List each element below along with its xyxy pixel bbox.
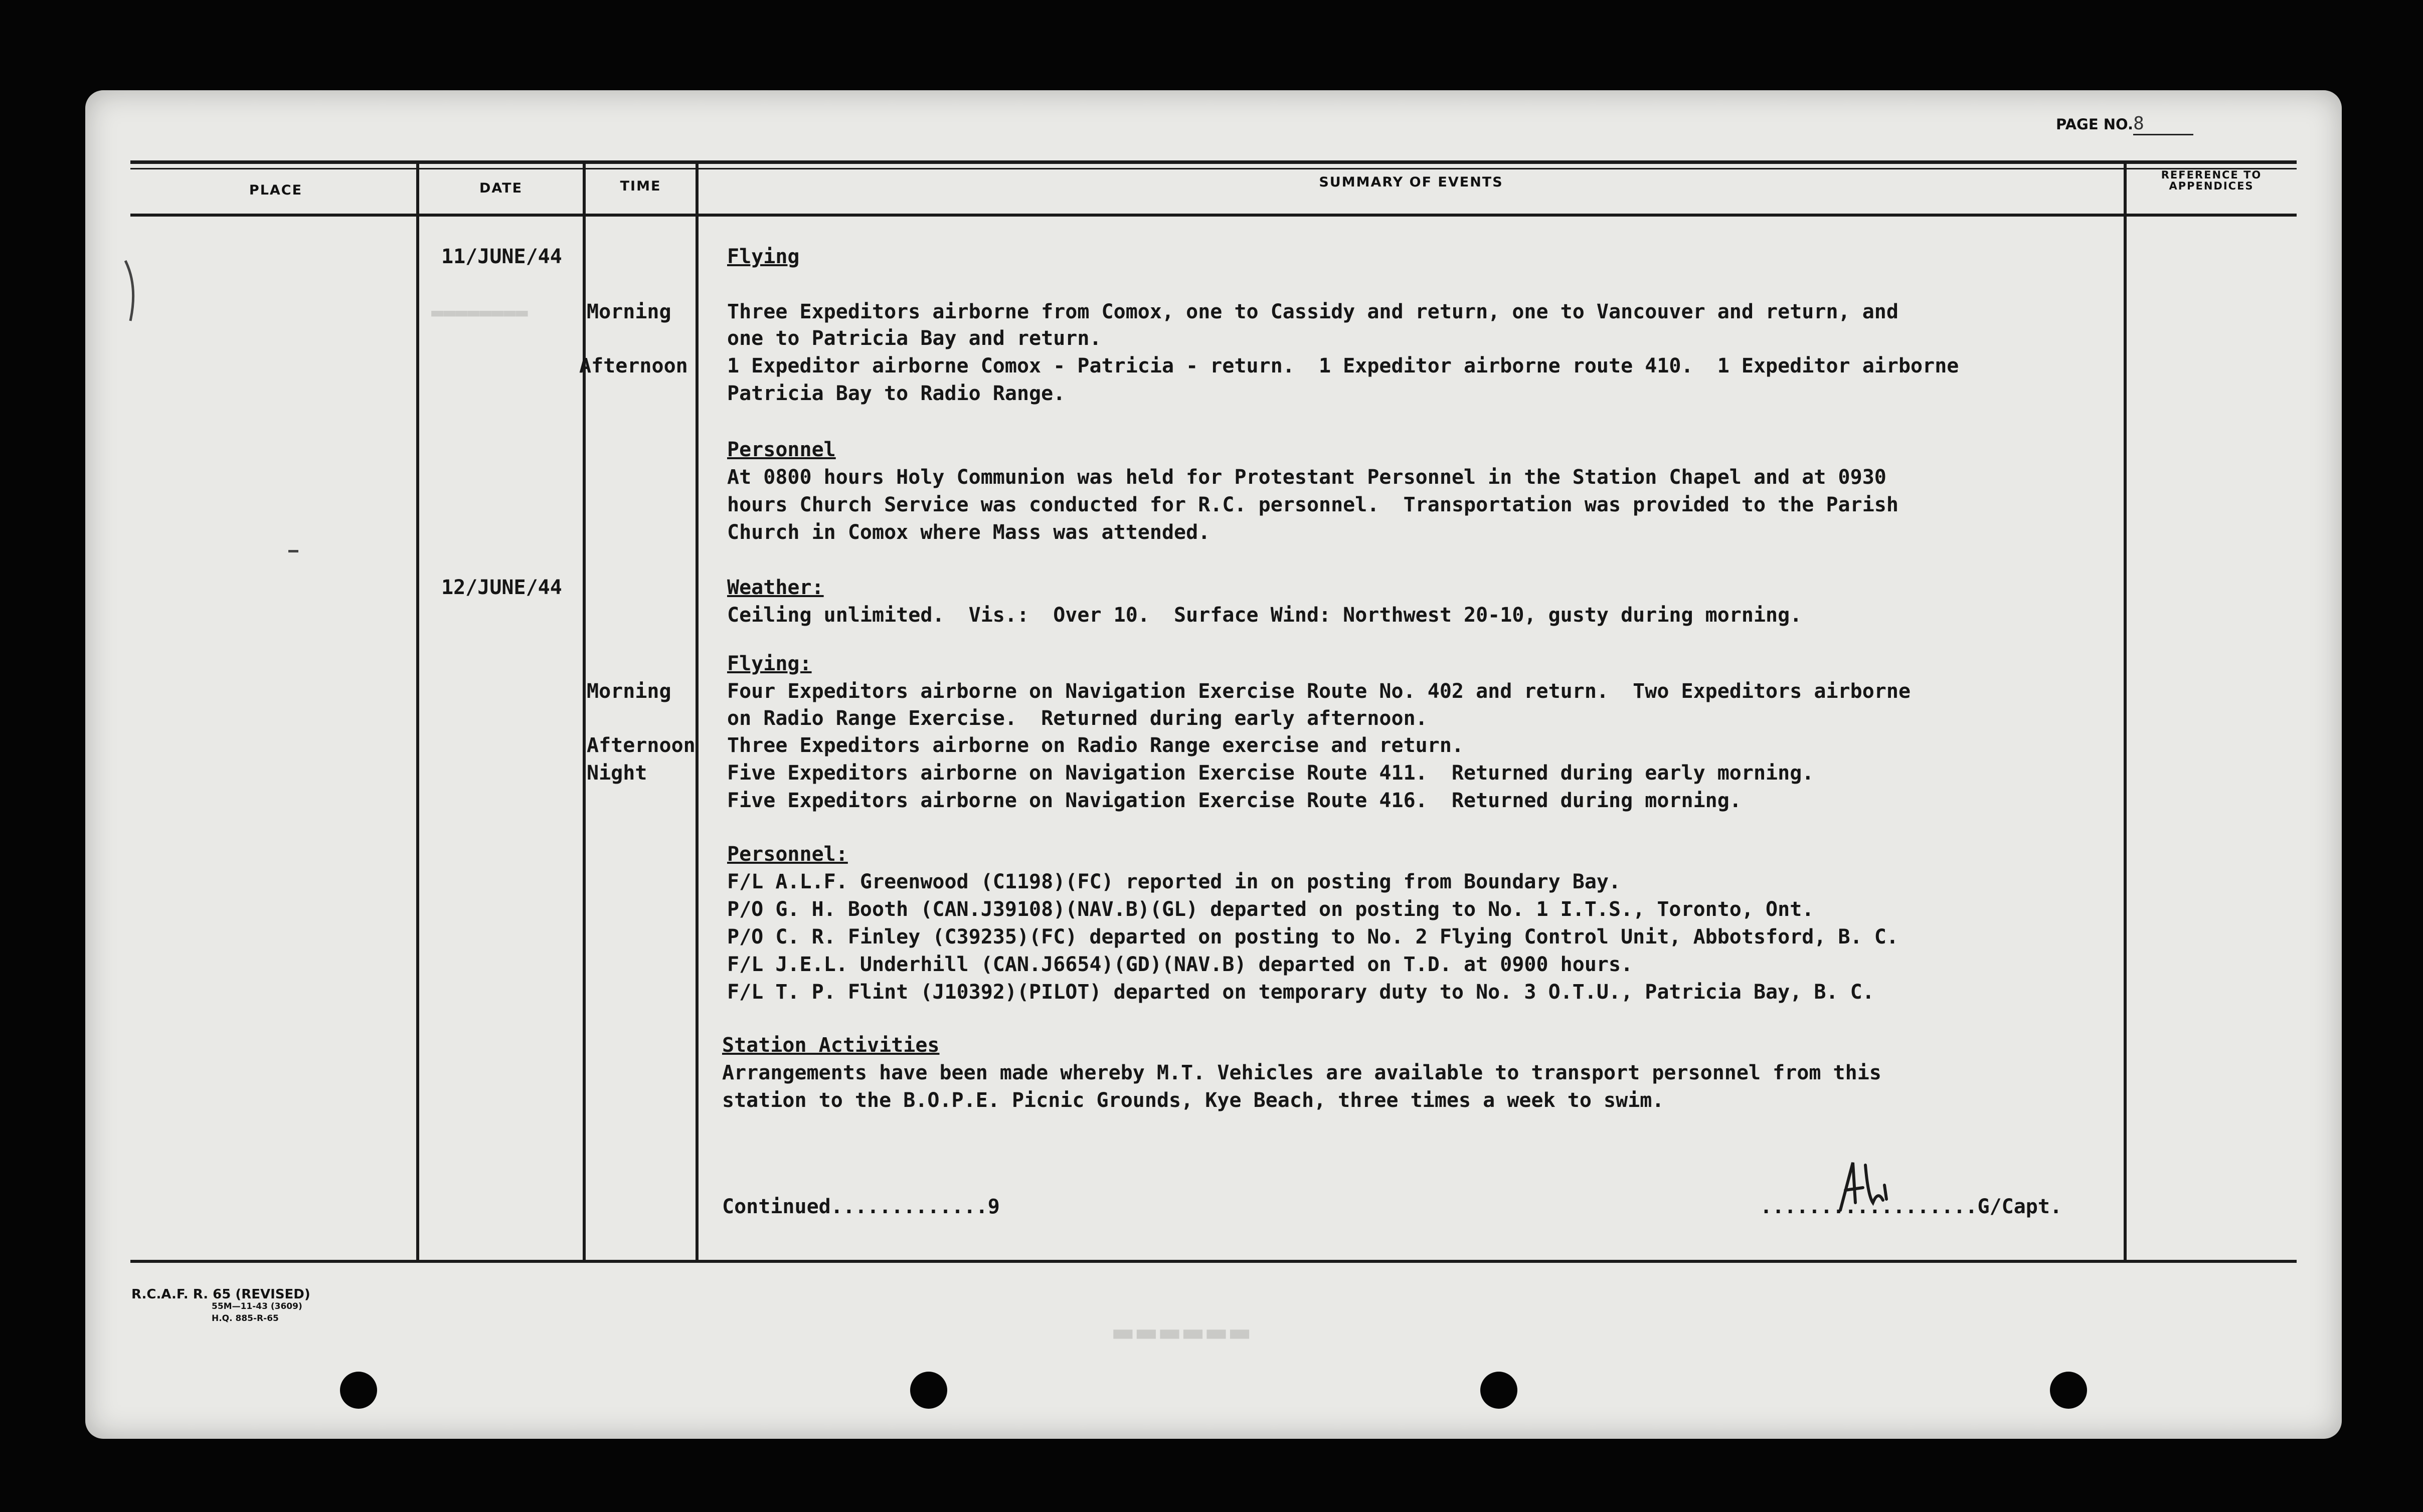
signature-icon	[1825, 1155, 1900, 1220]
punch-hole-icon	[1480, 1372, 1517, 1409]
station-line-2: station to the B.O.P.E. Picnic Grounds, Kye Beach, three times a week to swim.	[722, 1089, 1664, 1112]
flying-2-line-5: Five Expeditors airborne on Navigation Exercise Route 416. Returned during morning.	[727, 789, 1742, 812]
heading-station-activities: Station Activities	[722, 1034, 940, 1057]
signature-line: ..................G/Capt.	[1760, 1195, 2062, 1218]
heading-weather: Weather:	[727, 576, 824, 599]
header-place: PLACE	[249, 182, 303, 198]
form-id-line-3: H.Q. 885-R-65	[212, 1313, 279, 1324]
personnel-2-line-5: F/L T. P. Flint (J10392)(PILOT) departed on temporary duty to No. 3 O.T.U., Patricia Bay, B. C.	[727, 981, 1874, 1004]
time-afternoon-1: Afternoon	[579, 354, 688, 377]
personnel-1-line-1: At 0800 hours Holy Communion was held for Protestant Personnel in the Station Chapel and at 0930	[727, 466, 1886, 489]
header-reference: REFERENCE TO APPENDICES	[2161, 169, 2262, 192]
flying-2-line-3: Three Expeditors airborne on Radio Range exercise and return.	[727, 734, 1464, 757]
flying-1-line-1: Three Expeditors airborne from Comox, one to Cassidy and return, one to Vancouver and return, and	[727, 300, 1898, 323]
punch-hole-icon	[340, 1372, 377, 1409]
margin-dash	[288, 550, 298, 552]
page-number-label: PAGE NO.	[2056, 116, 2134, 133]
flying-1-line-2: one to Patricia Bay and return.	[727, 327, 1102, 350]
table-top-rule	[130, 160, 2297, 164]
page-number-value: 8	[2133, 113, 2193, 135]
time-morning-1: Morning	[587, 300, 671, 323]
time-afternoon-2: Afternoon	[587, 734, 696, 757]
flying-1-line-3: 1 Expeditor airborne Comox - Patricia - return. 1 Expeditor airborne route 410. 1 Expeditor airborne	[727, 354, 1959, 377]
col-divider-place	[416, 163, 419, 1262]
heading-personnel-2: Personnel:	[727, 843, 848, 866]
flying-2-line-4: Five Expeditors airborne on Navigation Exercise Route 411. Returned during early morning.	[727, 762, 1814, 785]
table-top-rule-thin	[130, 168, 2297, 169]
flying-1-line-4: Patricia Bay to Radio Range.	[727, 382, 1066, 405]
personnel-2-line-2: P/O G. H. Booth (CAN.J39108)(NAV.B)(GL) departed on posting to No. 1 I.T.S., Toronto, Ont.	[727, 898, 1814, 921]
flying-2-line-2: on Radio Range Exercise. Returned during early afternoon.	[727, 707, 1428, 730]
time-night: Night	[587, 762, 647, 785]
date-11-june: 11/JUNE/44	[441, 245, 562, 268]
form-identifier	[131, 1288, 367, 1325]
personnel-2-line-3: P/O C. R. Finley (C39235)(FC) departed on posting to No. 2 Flying Control Unit, Abbotsford, B. C.	[727, 925, 1898, 949]
personnel-2-line-1: F/L A.L.F. Greenwood (C1198)(FC) reported in on posting from Boundary Bay.	[727, 870, 1621, 893]
time-morning-2: Morning	[587, 680, 671, 703]
personnel-1-line-2: hours Church Service was conducted for R.C. personnel. Transportation was provided to the Parish	[727, 493, 1898, 516]
form-id-line-1: R.C.A.F. R. 65 (REVISED)	[131, 1287, 310, 1302]
heading-flying-1: Flying	[727, 245, 800, 268]
margin-mark-icon	[115, 256, 145, 326]
page-number	[2056, 113, 2193, 135]
bleed-through-stamp: ▬▬▬▬▬▬	[1113, 1313, 1254, 1351]
personnel-1-line-3: Church in Comox where Mass was attended.	[727, 521, 1210, 544]
header-summary: SUMMARY OF EVENTS	[1319, 174, 1503, 190]
personnel-2-line-4: F/L J.E.L. Underhill (CAN.J6654)(GD)(NAV.B) departed on T.D. at 0900 hours.	[727, 953, 1633, 976]
bleed-through-mark: ▬▬▬▬▬▬▬▬	[431, 301, 528, 324]
col-divider-time	[696, 163, 699, 1262]
date-12-june: 12/JUNE/44	[441, 576, 562, 599]
col-divider-date	[583, 163, 586, 1262]
diary-sheet	[85, 90, 2342, 1439]
continued-note: Continued.............9	[722, 1195, 1000, 1218]
header-time: TIME	[620, 178, 661, 194]
header-date: DATE	[479, 180, 523, 196]
weather-line-1: Ceiling unlimited. Vis.: Over 10. Surface Wind: Northwest 20-10, gusty during morning.	[727, 604, 1802, 627]
col-divider-summary	[2124, 163, 2127, 1262]
form-id-line-2: 55M—11-43 (3609)	[212, 1301, 302, 1311]
station-line-1: Arrangements have been made whereby M.T. Vehicles are available to transport personnel from this	[722, 1061, 1881, 1084]
table-bottom-rule	[130, 1260, 2297, 1263]
header-bottom-rule	[130, 214, 2297, 217]
punch-hole-icon	[910, 1372, 947, 1409]
flying-2-line-1: Four Expeditors airborne on Navigation Exercise Route No. 402 and return. Two Expeditors airborne	[727, 680, 1911, 703]
heading-flying-2: Flying:	[727, 652, 812, 675]
punch-hole-icon	[2050, 1372, 2087, 1409]
heading-personnel-1: Personnel	[727, 438, 836, 461]
